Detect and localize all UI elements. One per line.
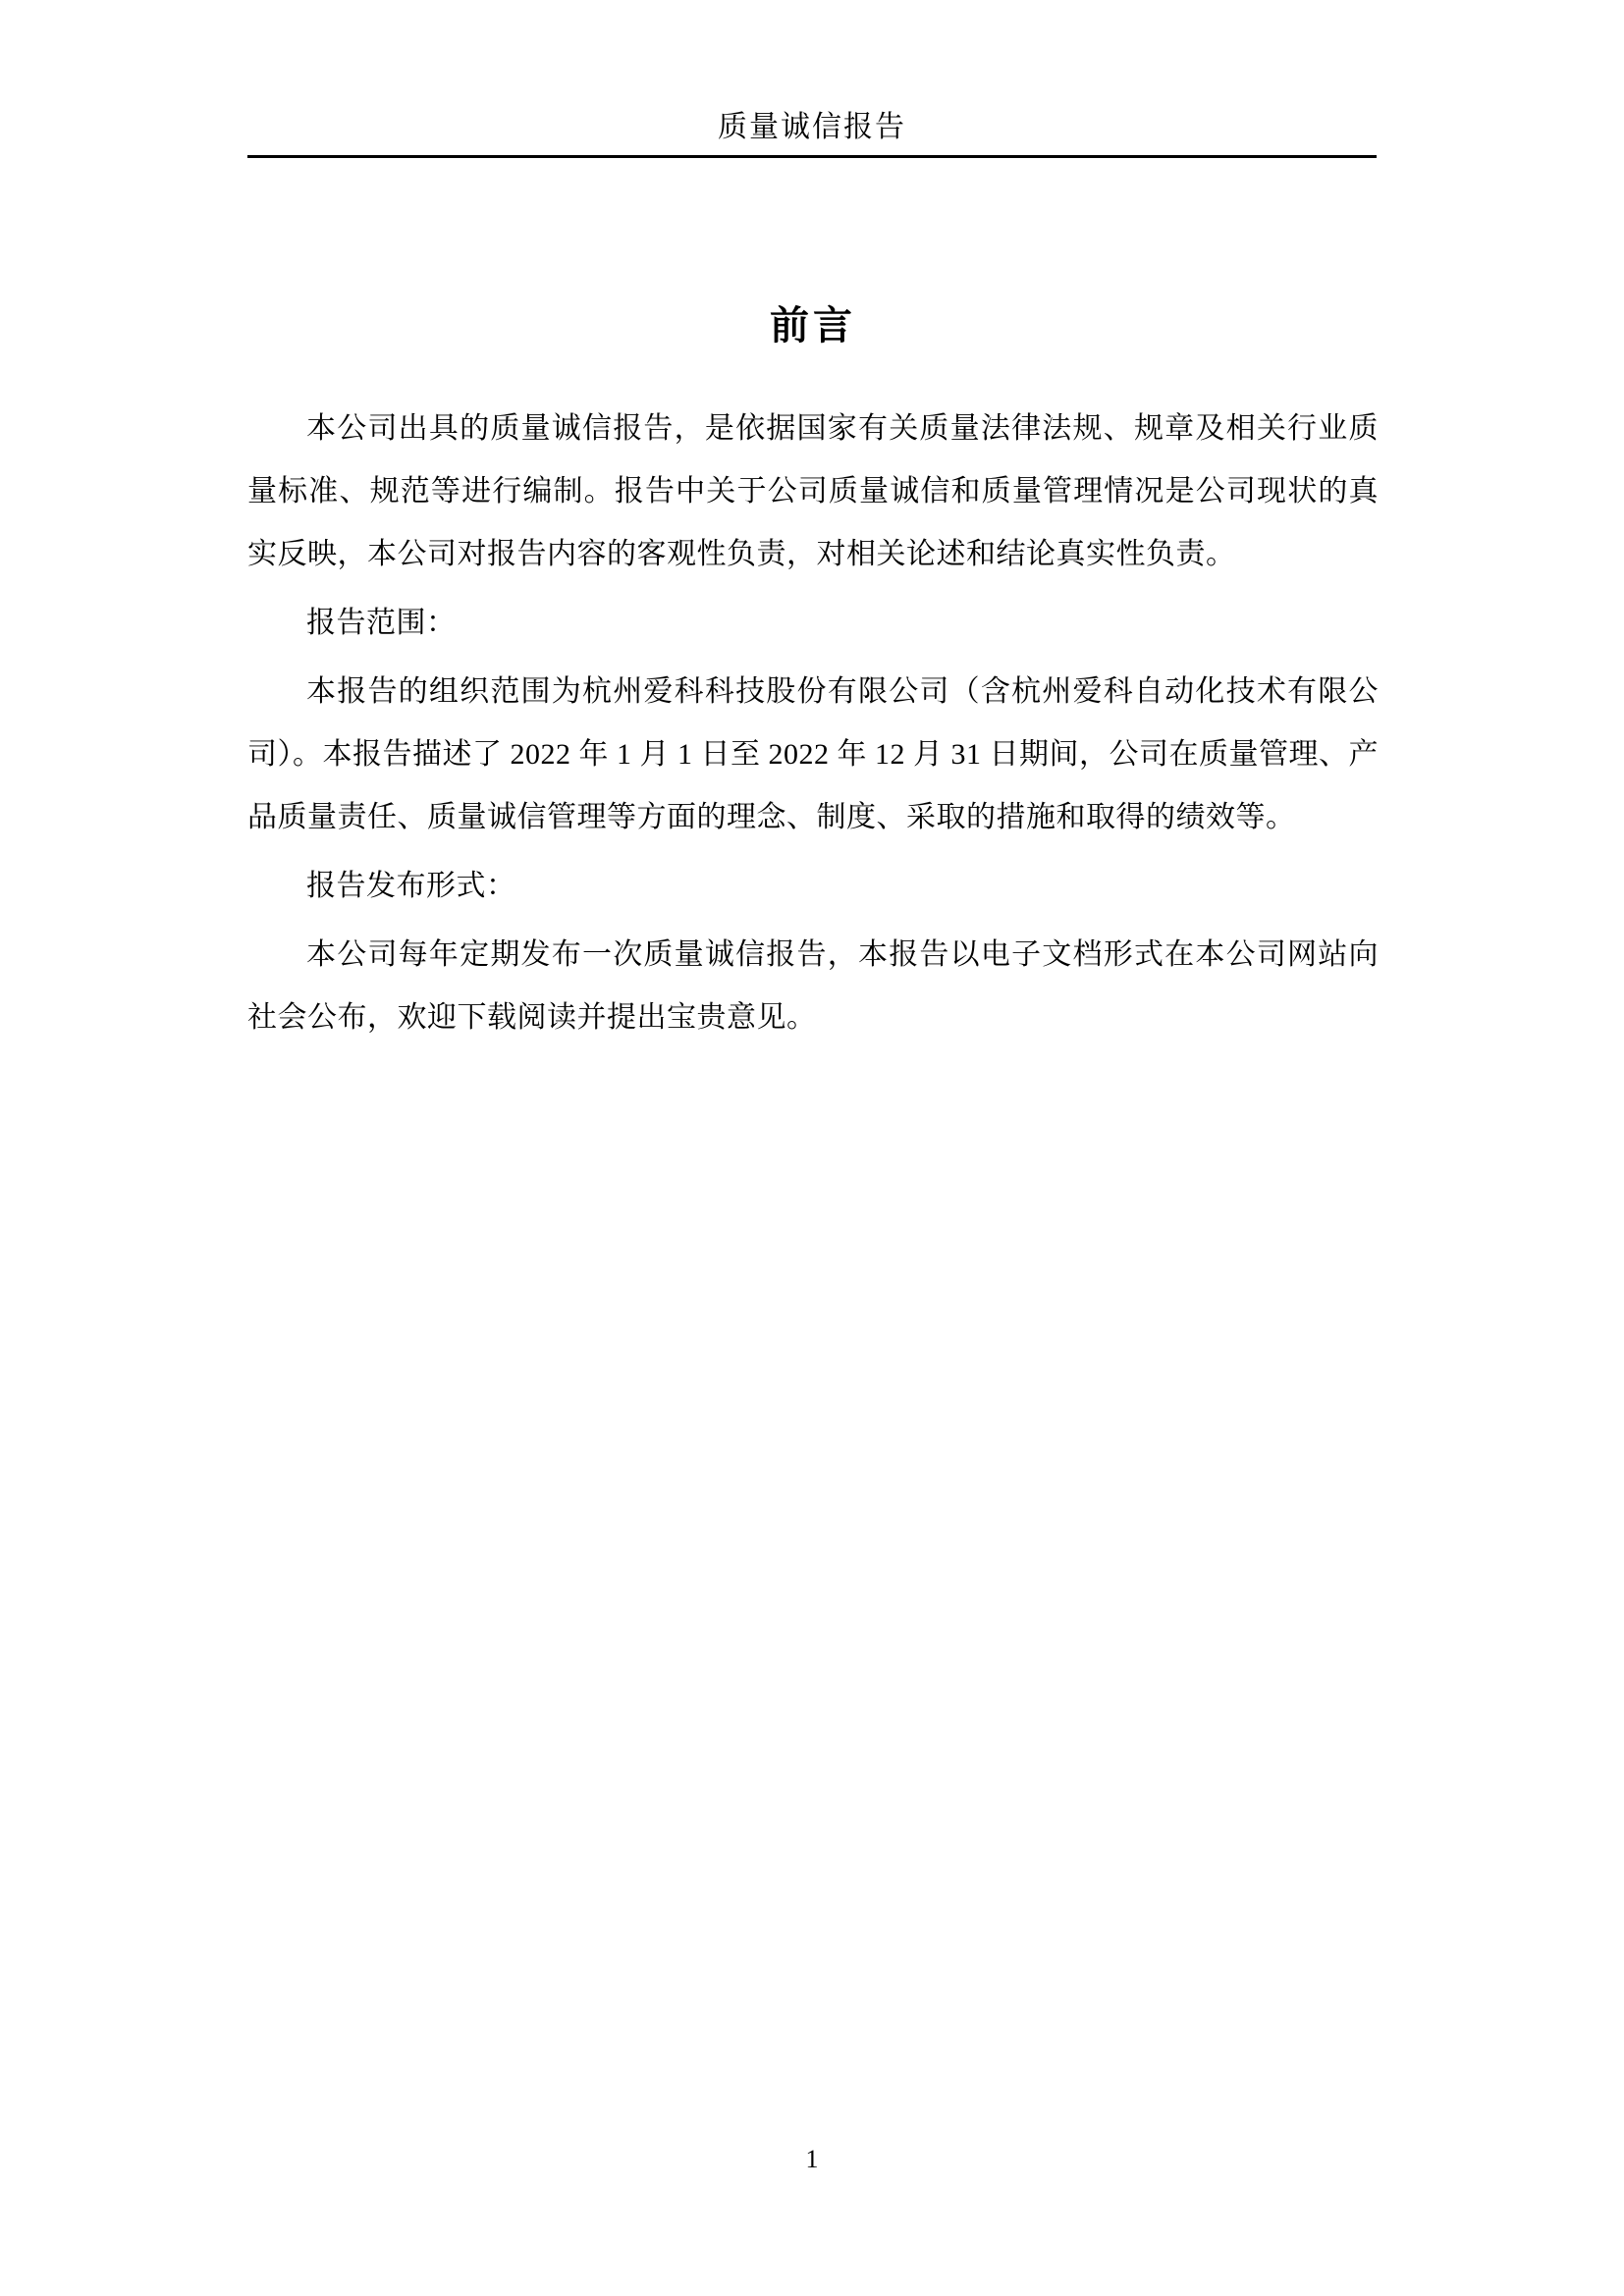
- header-divider: [247, 155, 1377, 158]
- paragraph-scope-body: 本报告的组织范围为杭州爱科科技股份有限公司（含杭州爱科自动化技术有限公司）。本报告描述了 2022 年 1 月 1 日至 2022 年 12 月 31 日期间，公司在质量管理、产品质量责任、质量诚信管理等方面的理念、制度、采取的措施和取得的绩效等。: [247, 675, 1379, 833]
- paragraph-scope-heading: 报告范围：: [306, 607, 457, 639]
- page-footer: [0, 2145, 1624, 2174]
- paragraph-release-body: 本公司每年定期发布一次质量诚信报告，本报告以电子文档形式在本公司网站向社会公布，欢迎下载阅读并提出宝贵意见。: [247, 938, 1379, 1034]
- document-body: [247, 294, 1379, 1049]
- page-number: 1: [805, 2145, 819, 2173]
- paragraph-preface-statement: 本公司出具的质量诚信报告，是依据国家有关质量法律法规、规章及相关行业质量标准、规范等进行编制。报告中关于公司质量诚信和质量管理情况是公司现状的真实反映，本公司对报告内容的客观性负责，对相关论述和结论真实性负责。: [247, 412, 1379, 570]
- section-title: 前言: [770, 303, 856, 347]
- page-header: [247, 110, 1377, 145]
- running-header-title: 质量诚信报告: [718, 111, 906, 143]
- paragraph-release-heading: 报告发布形式：: [306, 870, 516, 902]
